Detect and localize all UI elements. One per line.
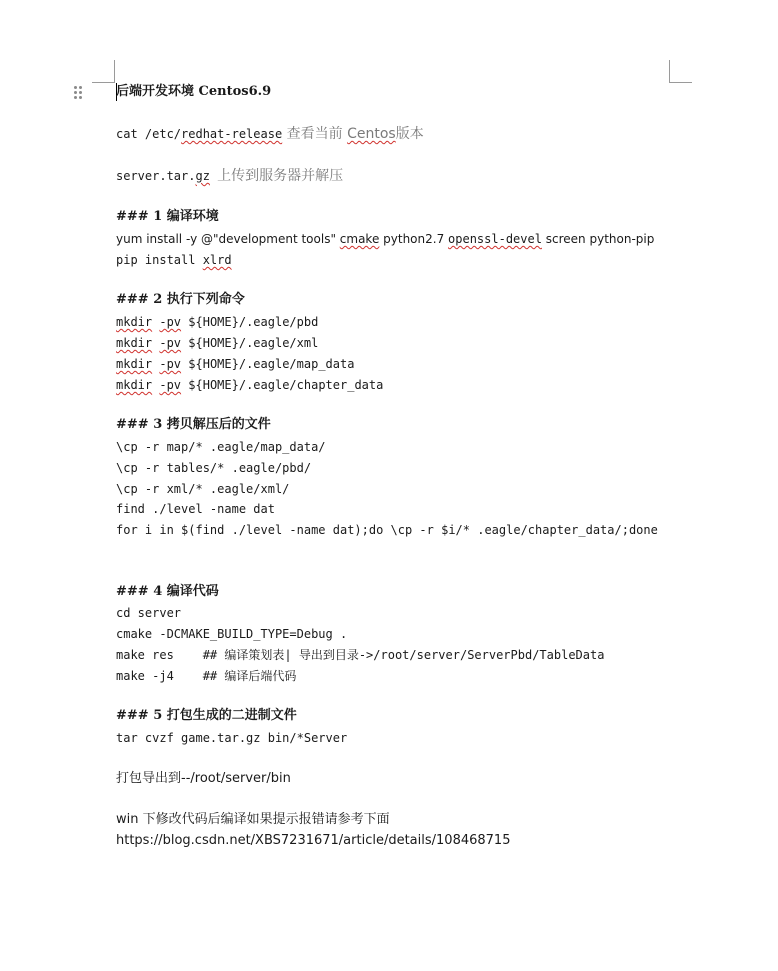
cd-line: cd server bbox=[116, 606, 182, 620]
section-4-heading: ### 4 编译代码 bbox=[116, 584, 219, 599]
release-note bbox=[282, 126, 424, 142]
mkdir-line bbox=[116, 356, 354, 372]
mkdir-line bbox=[116, 335, 318, 351]
release-note-a: 查看当前 bbox=[286, 126, 348, 142]
release-note-squiggle: Centos bbox=[347, 126, 396, 142]
yum-part-b: python2.7 bbox=[379, 232, 449, 246]
mkdir-path: ${HOME}/.eagle/xml bbox=[181, 336, 319, 350]
upload-note: 上传到服务器并解压 bbox=[217, 168, 344, 184]
make-res-line: make res ## 编译策划表| 导出到目录->/root/server/ServerPbd/TableData bbox=[116, 648, 605, 662]
mkdir-flag: -pv bbox=[159, 315, 182, 329]
cmake-line: cmake -DCMAKE_BUILD_TYPE=Debug . bbox=[116, 627, 348, 641]
mkdir-flag: -pv bbox=[159, 378, 182, 392]
yum-install-line bbox=[116, 231, 654, 247]
yum-part-c: screen python-pip bbox=[541, 232, 655, 246]
page-corner-mark-right bbox=[669, 60, 692, 83]
mkdir-cmd: mkdir bbox=[116, 357, 153, 371]
upload-file: server.tar. bbox=[116, 169, 196, 183]
reference-link[interactable]: https://blog.csdn.net/XBS7231671/article/details/108468715 bbox=[116, 833, 511, 848]
pack-note: 打包导出到--/root/server/bin bbox=[116, 771, 291, 786]
mkdir-cmd: mkdir bbox=[116, 315, 153, 329]
section-1-heading: ### 1 编译环境 bbox=[116, 209, 219, 224]
pip-xlrd: xlrd bbox=[202, 253, 232, 267]
pip-part: pip install bbox=[116, 253, 203, 267]
yum-openssl: openssl-devel bbox=[448, 232, 542, 246]
mkdir-line bbox=[116, 314, 318, 330]
section-2-heading: ### 2 执行下列命令 bbox=[116, 292, 245, 307]
mkdir-flag: -pv bbox=[159, 336, 182, 350]
page-corner-mark-left bbox=[92, 60, 115, 83]
pip-install-line bbox=[116, 252, 232, 268]
section-3-heading: ### 3 拷贝解压后的文件 bbox=[116, 417, 271, 432]
doc-title: 后端开发环境 Centos6.9 bbox=[116, 84, 272, 99]
release-cmd: cat /etc/ bbox=[116, 127, 182, 141]
cp-line: \cp -r xml/* .eagle/xml/ bbox=[116, 482, 290, 496]
release-line bbox=[116, 126, 424, 142]
win-note: win 下修改代码后编译如果提示报错请参考下面 bbox=[116, 812, 390, 827]
mkdir-cmd: mkdir bbox=[116, 336, 153, 350]
mkdir-cmd: mkdir bbox=[116, 378, 153, 392]
mkdir-path: ${HOME}/.eagle/map_data bbox=[181, 357, 355, 371]
yum-cmake: cmake bbox=[339, 232, 380, 246]
drag-handle-icon[interactable] bbox=[74, 84, 84, 100]
section-5-heading: ### 5 打包生成的二进制文件 bbox=[116, 708, 297, 723]
mkdir-path: ${HOME}/.eagle/pbd bbox=[181, 315, 319, 329]
upload-line bbox=[116, 168, 343, 184]
yum-part-a: yum install -y @"development tools" bbox=[116, 232, 340, 246]
mkdir-flag: -pv bbox=[159, 357, 182, 371]
mkdir-path: ${HOME}/.eagle/chapter_data bbox=[181, 378, 384, 392]
release-cmd-squiggle: redhat-release bbox=[181, 127, 283, 141]
cp-line: \cp -r map/* .eagle/map_data/ bbox=[116, 440, 326, 454]
upload-file-ext: gz bbox=[195, 169, 210, 183]
make-j4-line: make -j4 ## 编译后端代码 bbox=[116, 669, 297, 683]
find-line: find ./level -name dat bbox=[116, 502, 275, 516]
cp-line: \cp -r tables/* .eagle/pbd/ bbox=[116, 461, 312, 475]
for-loop-line: for i in $(find ./level -name dat);do \cp -r $i/* .eagle/chapter_data/;done bbox=[116, 523, 658, 537]
tar-line: tar cvzf game.tar.gz bin/*Server bbox=[116, 731, 348, 745]
release-note-b: 版本 bbox=[395, 126, 424, 142]
mkdir-line bbox=[116, 377, 383, 393]
